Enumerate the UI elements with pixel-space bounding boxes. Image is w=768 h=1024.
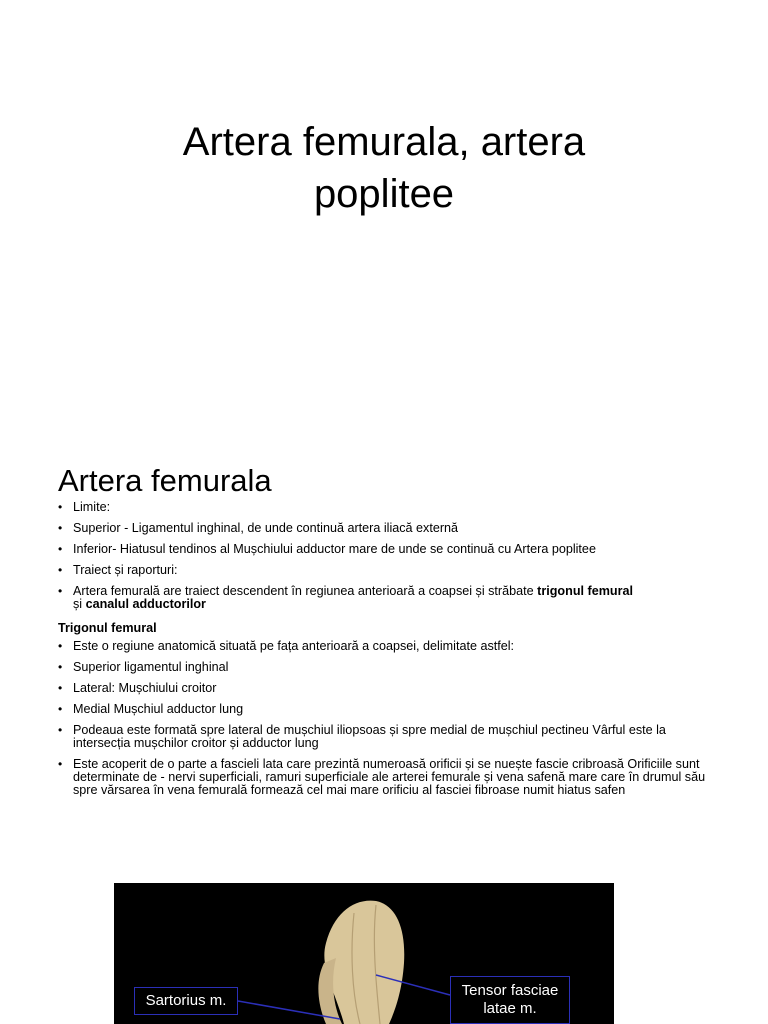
title-slide	[0, 0, 768, 440]
anatomy-figure	[114, 883, 614, 1024]
list-item: • Traiect și raporturi:	[58, 564, 718, 577]
list-item: • Limite:	[58, 501, 718, 514]
limits-list	[58, 501, 718, 619]
list-item: • Medial Mușchiul adductor lung	[58, 703, 718, 716]
slide-title-line2: poplitee	[313, 172, 455, 216]
canal-bold: canalul adductorilor	[85, 597, 206, 611]
list-item: • Inferior- Hiatusul tendinos al Mușchiului adductor mare de unde se continuă cu Artera poplitee	[58, 543, 718, 556]
section-heading: Artera femurala	[58, 463, 272, 498]
slide-title	[84, 116, 684, 220]
list-item: • Este acoperit de o parte a fascieli lata care prezintă numeroasă orificii și se nuește fascie cribroasă Orificiile sunt determinate de - nervi superficiali, ramuri superficiale ale arterei femurale și vena safenă mare care în drumul său spre vărsarea în vena femurală formează cel mai mare orificiu al fasciei fibroase numit hiatus safen	[58, 758, 718, 797]
label-tensor-line2: latae m.	[483, 1000, 537, 1017]
list-item: • Podeaua este formată spre lateral de mușchiul iliopsoas și spre medial de mușchiul pectineu Vârful este la intersecția mușchilor croitor și adductor lung	[58, 724, 718, 750]
slide-title-line1: Artera femurala, artera	[182, 120, 586, 164]
list-item: • Lateral: Mușchiului croitor	[58, 682, 718, 695]
label-tensor-line1: Tensor fasciae	[461, 982, 559, 999]
trigon-bold: trigonul femural	[537, 584, 633, 598]
traiect-text: Artera femurală are traiect descendent în regiunea anterioară a coapsei și străbate	[73, 584, 538, 598]
list-item: • Superior - Ligamentul inghinal, de unde continuă artera iliacă externă	[58, 522, 718, 535]
label-tensor-fasciae-latae	[450, 976, 570, 1024]
list-item: • Este o regiune anatomică situată pe fața anterioară a coapsei, delimitate astfel:	[58, 640, 718, 653]
list-item-traiect	[58, 585, 718, 611]
list-item: • Superior ligamentul inghinal	[58, 661, 718, 674]
label-sartorius: Sartorius m.	[134, 987, 238, 1015]
traiect-conj: și	[73, 597, 86, 611]
trigon-list	[58, 640, 718, 805]
subheading: Trigonul femural	[58, 621, 157, 635]
